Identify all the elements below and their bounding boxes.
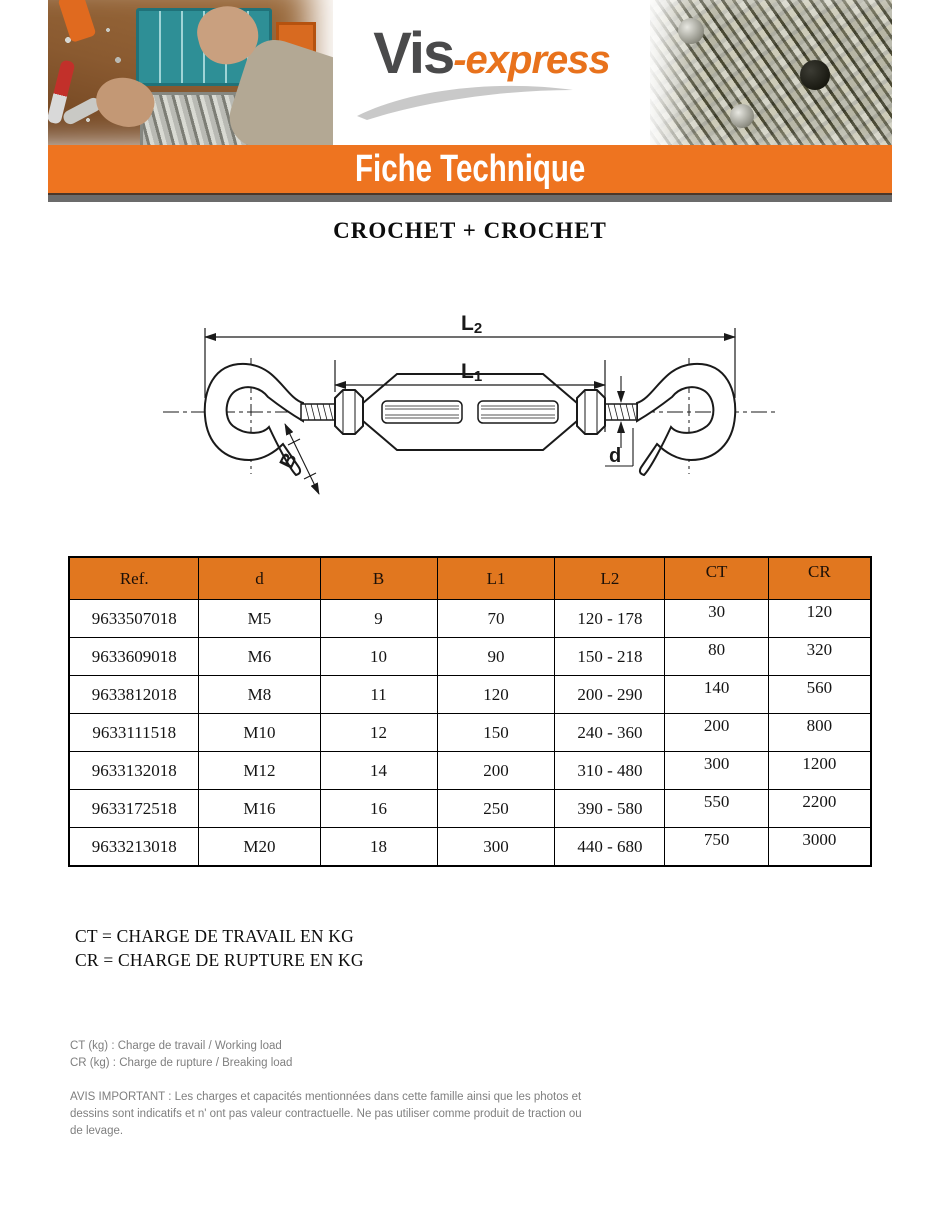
legend-ct: CT = CHARGE DE TRAVAIL EN KG	[75, 926, 354, 946]
table-cell: 11	[320, 676, 437, 714]
table-cell: 560	[768, 676, 871, 714]
table-cell: 9633812018	[69, 676, 199, 714]
table-cell: M12	[199, 752, 320, 790]
workbench-photo	[48, 0, 333, 145]
table-cell: M5	[199, 600, 320, 638]
column-header-cr: CR	[768, 557, 871, 600]
table-cell: 12	[320, 714, 437, 752]
table-cell: 90	[437, 638, 555, 676]
table-cell: 2200	[768, 790, 871, 828]
b-label: B	[275, 449, 302, 473]
table-cell: 14	[320, 752, 437, 790]
table-cell: 750	[665, 828, 768, 867]
screw-head-decor	[678, 18, 704, 44]
important-notice: AVIS IMPORTANT : Les charges et capacités mentionnées dans cette famille ainsi que les photos et dessins sont indicatifs et n' ont pas valeur contractuelle. Ne pas utiliser comme produit de traction ou de levage.	[70, 1091, 582, 1137]
banner-gray-divider	[48, 195, 892, 202]
table-cell: 320	[768, 638, 871, 676]
column-header-l2: L2	[555, 557, 665, 600]
screw-head-decor	[730, 104, 754, 128]
footnotes	[70, 1038, 590, 1140]
table-cell: 240 - 360	[555, 714, 665, 752]
column-header-ref: Ref.	[69, 557, 199, 600]
table-cell: 120 - 178	[555, 600, 665, 638]
table-cell: 70	[437, 600, 555, 638]
table-cell: 150 - 218	[555, 638, 665, 676]
table-cell: 300	[665, 752, 768, 790]
table-cell: 9633213018	[69, 828, 199, 867]
column-header-l1: L1	[437, 557, 555, 600]
table-cell: 120	[768, 600, 871, 638]
l1-label: L1	[461, 360, 483, 385]
column-header-b: B	[320, 557, 437, 600]
table-cell: M8	[199, 676, 320, 714]
column-header-ct: CT	[665, 557, 768, 600]
column-header-d: d	[199, 557, 320, 600]
logo-text-vis: Vis	[373, 21, 454, 86]
banner-title: Fiche Technique	[354, 147, 586, 190]
header	[48, 0, 892, 145]
left-nut	[335, 390, 363, 434]
table-cell: 9633609018	[69, 638, 199, 676]
table-cell: 9633172518	[69, 790, 199, 828]
specification-table	[68, 556, 872, 867]
screws-photo	[650, 0, 892, 145]
table-cell: 310 - 480	[555, 752, 665, 790]
table-cell: 80	[665, 638, 768, 676]
vis-express-logo	[373, 20, 610, 87]
table-cell: 200	[665, 714, 768, 752]
table-row	[69, 828, 871, 867]
footnote-cr: CR (kg) : Charge de rupture / Breaking load	[70, 1057, 293, 1069]
table-cell: 250	[437, 790, 555, 828]
fiche-technique-banner	[48, 145, 892, 193]
screw-head-decor	[800, 60, 830, 90]
table-row	[69, 638, 871, 676]
table-cell: 30	[665, 600, 768, 638]
table-row	[69, 600, 871, 638]
table-cell: 10	[320, 638, 437, 676]
table-cell: 390 - 580	[555, 790, 665, 828]
d-label: d	[609, 445, 622, 467]
table-cell: 9	[320, 600, 437, 638]
table-cell: M16	[199, 790, 320, 828]
table-cell: 800	[768, 714, 871, 752]
table-row	[69, 752, 871, 790]
table-row	[69, 714, 871, 752]
table-body	[69, 600, 871, 867]
logo-text-express: -express	[453, 38, 610, 82]
turnbuckle-technical-drawing	[145, 300, 795, 510]
right-nut	[577, 390, 605, 434]
table-cell: 9633132018	[69, 752, 199, 790]
table-cell: 140	[665, 676, 768, 714]
table-row	[69, 676, 871, 714]
table-cell: 9633507018	[69, 600, 199, 638]
table-cell: 16	[320, 790, 437, 828]
table-cell: 550	[665, 790, 768, 828]
table-cell: 120	[437, 676, 555, 714]
l2-label: L2	[461, 312, 483, 337]
table-cell: 9633111518	[69, 714, 199, 752]
table-cell: M10	[199, 714, 320, 752]
footnote-ct: CT (kg) : Charge de travail / Working load	[70, 1040, 282, 1052]
table-row	[69, 790, 871, 828]
table-cell: 1200	[768, 752, 871, 790]
legend-cr: CR = CHARGE DE RUPTURE EN KG	[75, 950, 364, 970]
logo-swoosh-icon	[351, 78, 581, 122]
logo-zone	[333, 0, 650, 145]
right-hook	[637, 364, 735, 475]
table-cell: 440 - 680	[555, 828, 665, 867]
table-cell: 18	[320, 828, 437, 867]
table-cell: M20	[199, 828, 320, 867]
table-cell: 3000	[768, 828, 871, 867]
table-cell: 300	[437, 828, 555, 867]
table-cell: 200 - 290	[555, 676, 665, 714]
table-header-row	[69, 557, 871, 600]
page-title: CROCHET + CROCHET	[333, 218, 607, 243]
table-cell: M6	[199, 638, 320, 676]
table-cell: 150	[437, 714, 555, 752]
table-cell: 200	[437, 752, 555, 790]
legend	[75, 924, 364, 972]
